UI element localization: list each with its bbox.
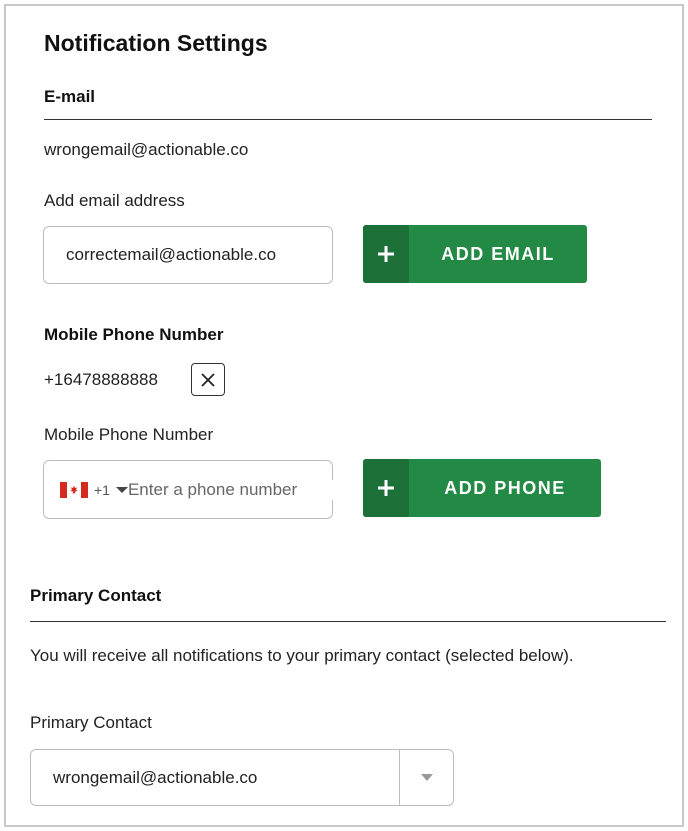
plus-icon <box>363 459 409 517</box>
notification-settings-panel <box>4 4 684 827</box>
country-dial-code: +1 <box>94 481 110 498</box>
plus-icon <box>363 225 409 283</box>
primary-contact-description: You will receive all notifications to your primary contact (selected below). <box>30 646 574 665</box>
current-phone-number: +16478888888 <box>44 370 158 389</box>
country-code-select[interactable] <box>44 482 128 498</box>
chevron-down-icon <box>421 774 433 781</box>
phone-number-input[interactable] <box>128 480 359 500</box>
primary-contact-selected-value: wrongemail@actionable.co <box>53 767 258 787</box>
close-icon <box>200 372 216 388</box>
canada-flag-icon <box>60 482 88 498</box>
add-email-label: Add email address <box>44 191 185 210</box>
primary-contact-label: Primary Contact <box>30 713 152 732</box>
add-phone-button-label: ADD PHONE <box>444 477 566 498</box>
email-section-heading: E-mail <box>44 87 96 106</box>
add-phone-button[interactable] <box>363 459 601 517</box>
email-input[interactable] <box>43 226 333 284</box>
remove-phone-button[interactable] <box>191 363 225 396</box>
add-email-button-label: ADD EMAIL <box>441 243 555 264</box>
phone-field-label: Mobile Phone Number <box>44 425 214 444</box>
phone-section-heading: Mobile Phone Number <box>44 325 224 344</box>
page-title: Notification Settings <box>44 30 268 56</box>
chevron-down-icon <box>116 487 128 493</box>
current-email: wrongemail@actionable.co <box>44 140 249 159</box>
primary-contact-divider <box>30 621 666 622</box>
email-divider <box>44 119 652 120</box>
add-email-button[interactable] <box>363 225 587 283</box>
primary-contact-dropdown-toggle[interactable] <box>399 750 453 805</box>
phone-input-group <box>43 460 333 519</box>
primary-contact-select[interactable] <box>30 749 454 806</box>
primary-contact-section-heading: Primary Contact <box>30 586 162 605</box>
